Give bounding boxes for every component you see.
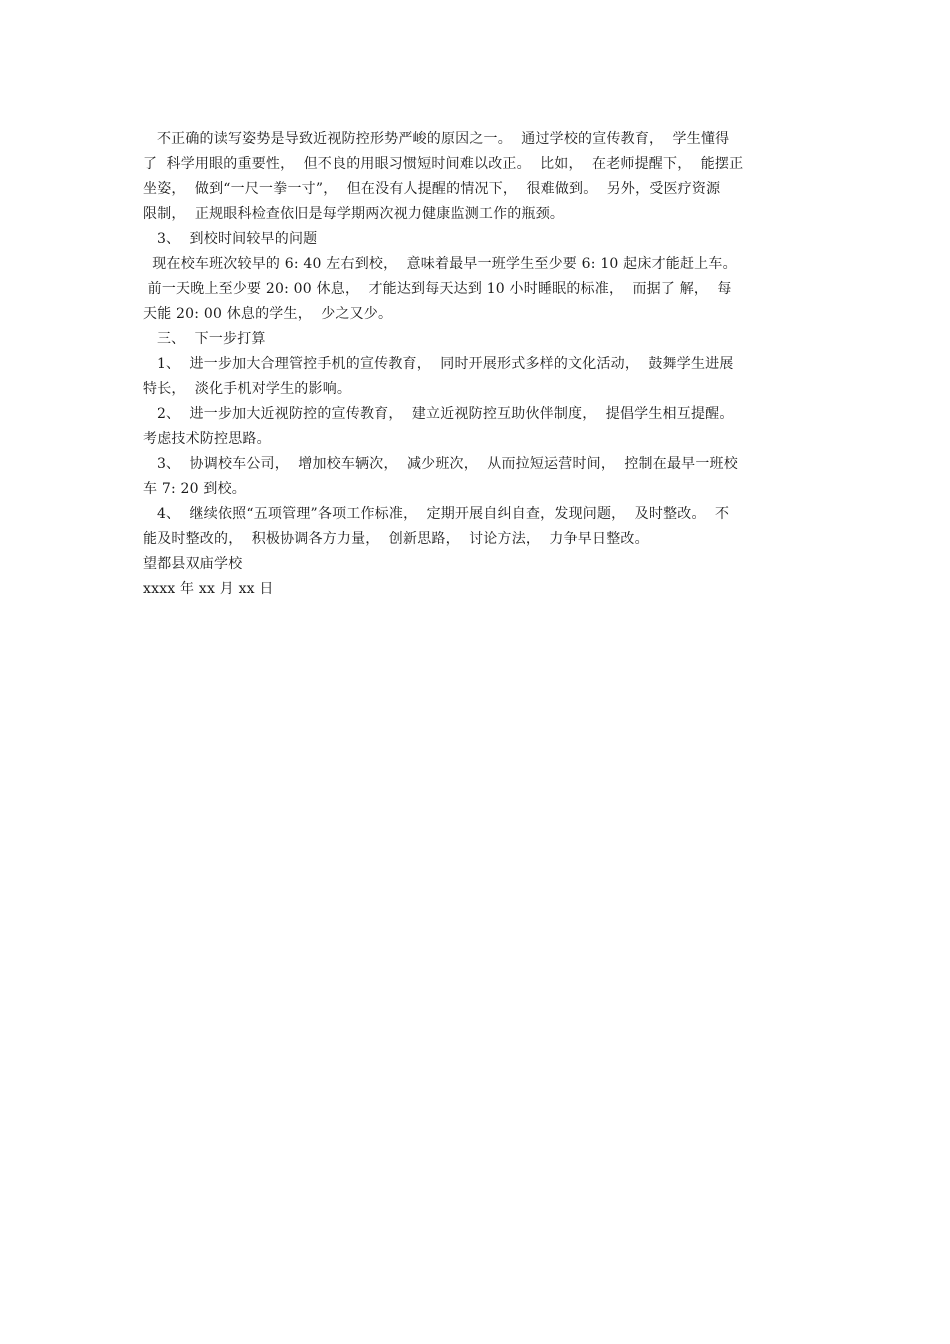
section-heading: 三、 下一步打算 (143, 331, 266, 347)
section-heading: 3、 到校时间较早的问题 (143, 231, 318, 247)
paragraph-line: 现在校车班次较早的 6: 40 左右到校， 意味着最早一班学生至少要 6: 10 起床才能赶上车。 (143, 256, 737, 272)
signature-date: xxxx 年 xx 月 xx 日 (143, 581, 274, 597)
list-item-continuation: 能及时整改的， 积极协调各方力量， 创新思路， 讨论方法， 力争早日整改。 (143, 531, 649, 547)
list-item-continuation: 考虑技术防控思路。 (143, 431, 271, 447)
paragraph-line: 前一天晚上至少要 20: 00 休息， 才能达到每天达到 10 小时睡眠的标准， 而据了 解， 每 (143, 281, 732, 297)
paragraph-line: 限制， 正规眼科检查依旧是每学期两次视力健康监测工作的瓶颈。 (143, 206, 565, 222)
list-item: 4、 继续依照“五项管理”各项工作标准， 定期开展自纠自查，发现问题， 及时整改。 不 (143, 506, 730, 522)
paragraph-line: 天能 20: 00 休息的学生， 少之又少。 (143, 306, 393, 322)
list-item: 3、 协调校车公司， 增加校车辆次， 减少班次， 从而拉短运营时间， 控制在最早一班校 (143, 456, 738, 472)
list-item-continuation: 特长， 淡化手机对学生的影响。 (143, 381, 352, 397)
list-item: 1、 进一步加大合理管控手机的宣传教育， 同时开展形式多样的文化活动， 鼓舞学生进展 (143, 356, 734, 372)
list-item-continuation: 车 7: 20 到校。 (143, 481, 246, 497)
paragraph-line: 了 科学用眼的重要性， 但不良的用眼习惯短时间难以改正。 比如， 在老师提醒下， 能摆正 (143, 156, 744, 172)
signature-school: 望都县双庙学校 (143, 556, 243, 572)
paragraph-line: 不正确的读写姿势是导致近视防控形势严峻的原因之一。 通过学校的宣传教育， 学生懂得 (143, 131, 730, 147)
document-body (143, 127, 823, 602)
paragraph-line: 坐姿， 做到“一尺一拳一寸”， 但在没有人提醒的情况下， 很难做到。 另外，受医疗资源 (143, 181, 721, 197)
list-item: 2、 进一步加大近视防控的宣传教育， 建立近视防控互助伙伴制度， 提倡学生相互提醒。 (143, 406, 734, 422)
